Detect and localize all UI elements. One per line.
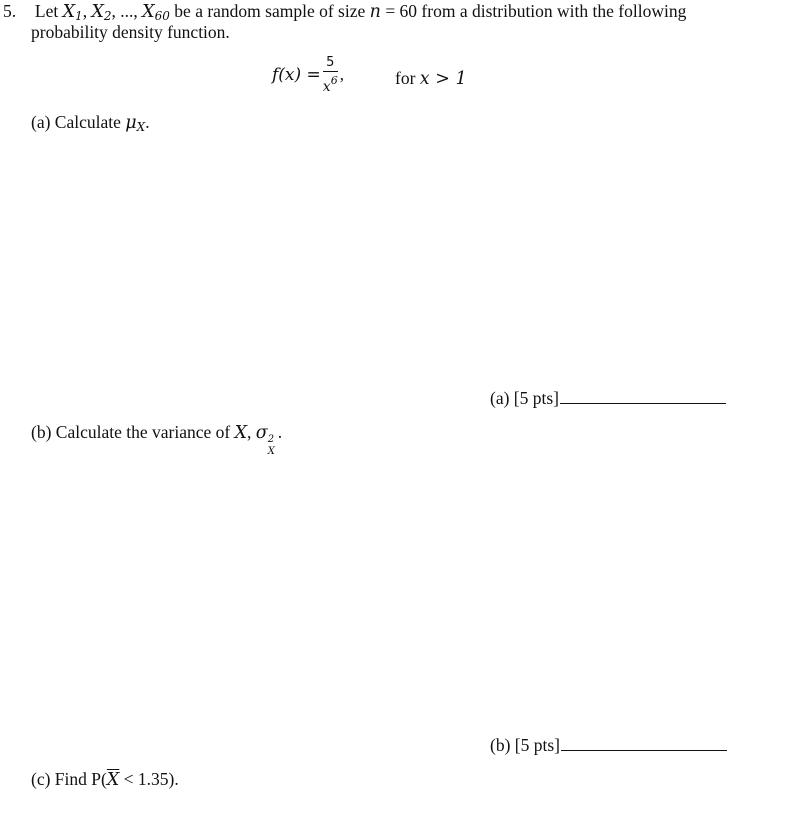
intro-mid: be a random sample of size xyxy=(169,1,370,21)
answer-b-line xyxy=(561,734,727,751)
answer-a xyxy=(490,387,726,409)
answer-a-label: (a) [5 pts] xyxy=(490,388,560,408)
part-c-question: (c) Find $P(\overline{X} < 1.35)$. xyxy=(31,769,179,790)
problem-statement-line2: probability density function. xyxy=(31,22,230,42)
intro-n-value: = 60 from a distribution with the following xyxy=(380,1,687,21)
var-x1: $X_1$ xyxy=(62,2,83,23)
x-bar-symbol: $\overline{X}$ xyxy=(106,770,120,790)
formula-numerator: 5 xyxy=(323,55,338,72)
var-x2: $X_2$ xyxy=(91,2,112,23)
answer-b-label: (b) [5 pts] xyxy=(490,735,560,755)
n-symbol: n xyxy=(369,2,381,22)
formula-comma: , xyxy=(339,65,344,84)
formula-denominator: $x^6$ xyxy=(322,73,338,95)
sigma-symbol: σ 2 X xyxy=(255,423,275,457)
formula-lhs: f(x) = xyxy=(272,65,321,85)
pdf-formula xyxy=(272,52,344,98)
answer-a-line xyxy=(560,387,726,404)
answer-b xyxy=(490,734,727,756)
formula-fraction xyxy=(323,55,338,96)
part-b-question: (b) Calculate the variance of X, σ 2 X . xyxy=(31,422,283,457)
mu-symbol: $\mu_X$ xyxy=(125,113,146,134)
intro-lead: Let xyxy=(34,1,63,21)
problem-number: 5. xyxy=(3,1,17,21)
part-a-question: (a) Calculate $\mu_X$. xyxy=(31,112,150,134)
problem-statement-line1: 5. Let $X_1$, $X_2$, ..., $X_{60}$ be a random sample of size n = 60 from a distribution with the following xyxy=(3,1,687,23)
formula-condition: for x > 1 xyxy=(395,68,467,89)
var-x60: $X_{60}$ xyxy=(142,2,170,23)
